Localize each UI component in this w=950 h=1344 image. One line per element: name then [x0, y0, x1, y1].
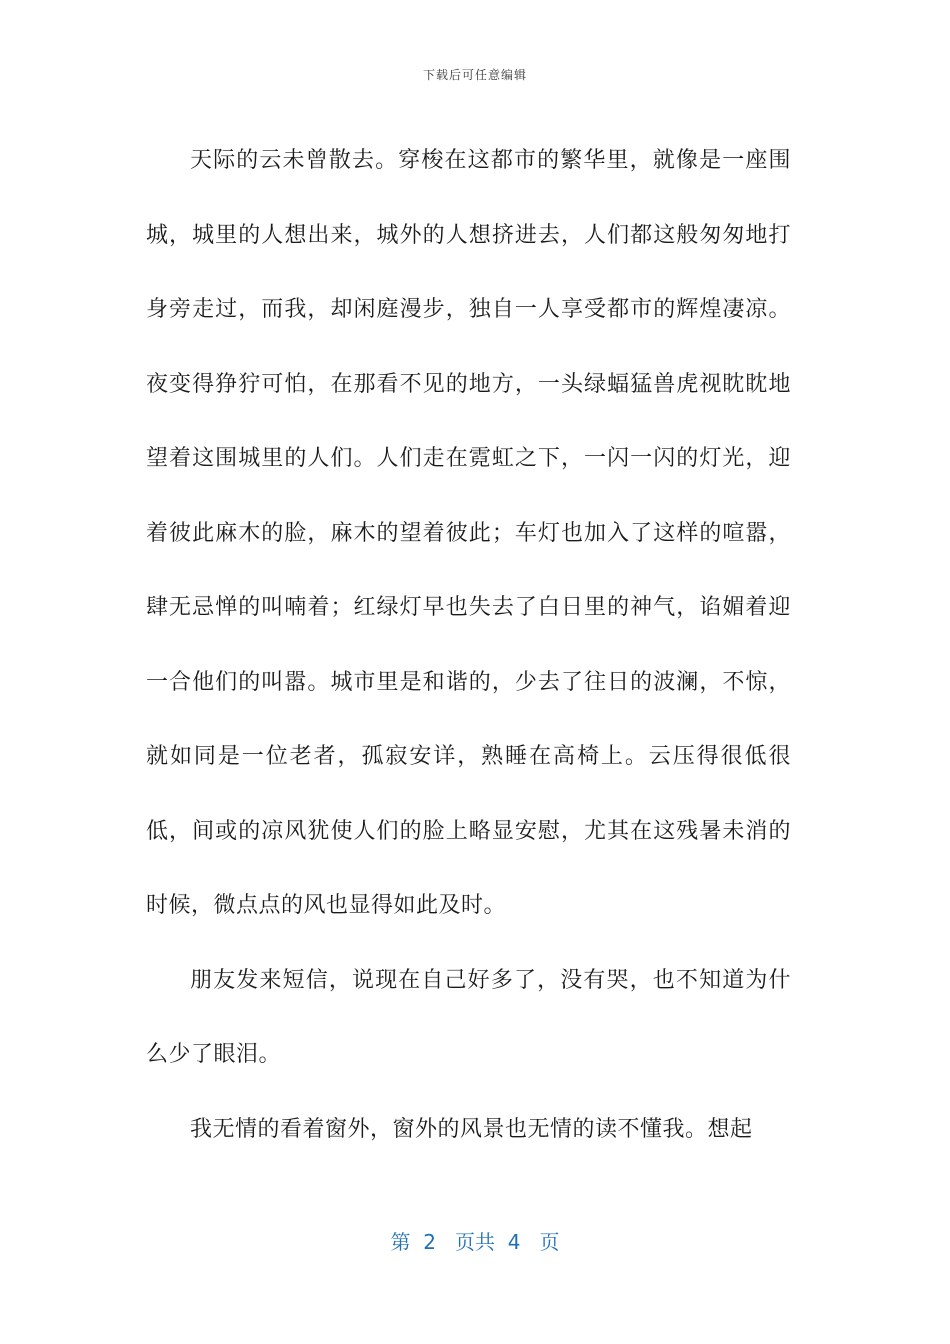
- document-body: [146, 124, 791, 1167]
- paragraph-3: 我无情的看着窗外，窗外的风景也无情的读不懂我。想起: [190, 1116, 753, 1142]
- page-header: 下载后可任意编辑: [422, 68, 527, 82]
- page-number-footer: 第 2 页共 4 页: [390, 1230, 560, 1254]
- paragraph-2: 朋友发来短信，说现在自己好多了，没有哭，也不知道为什么少了眼泪。: [146, 967, 791, 1067]
- paragraph-1: 天际的云未曾散去。穿梭在这都市的繁华里，就像是一座围城，城里的人想出来，城外的人想挤进去，人们都这般匆匆地打身旁走过，而我，却闲庭漫步，独自一人享受都市的辉煌凄凉。夜变得狰狞可怕，在那看不见的地方，一头绿蝠猛兽虎视眈眈地望着这围城里的人们。人们走在霓虹之下，一闪一闪的灯光，迎着彼此麻木的脸，麻木的望着彼此；车灯也加入了这样的喧嚣，肆无忌惮的叫喃着；红绿灯早也失去了白日里的神气，谄媚着迎一合他们的叫嚣。城市里是和谐的，少去了往日的波澜，不惊，就如同是一位老者，孤寂安详，熟睡在高椅上。云压得很低很低，间或的凉风犹使人们的脸上略显安慰，尤其在这残暑未消的时候，微点点的风也显得如此及时。: [146, 148, 791, 918]
